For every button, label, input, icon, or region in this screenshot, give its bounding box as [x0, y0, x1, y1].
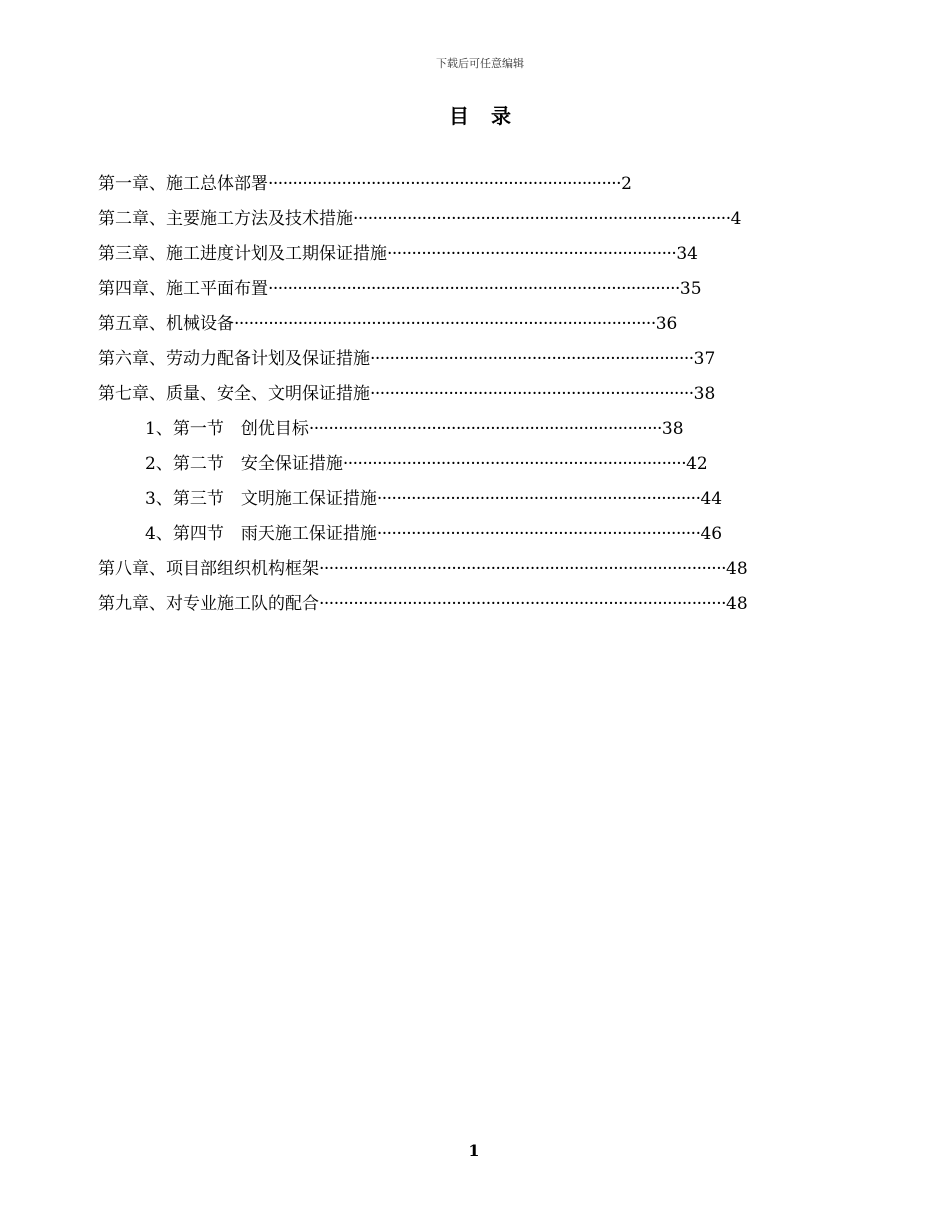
toc-subentry[interactable]	[98, 482, 858, 517]
toc-entry-text: 第七章、质量、安全、文明保证措施	[98, 384, 370, 404]
toc-entry-leader: ··································································	[376, 489, 701, 509]
toc-list	[98, 167, 858, 622]
toc-entry-text: 第五章、机械设备	[98, 314, 234, 334]
toc-entry-leader: ···················································································	[319, 559, 727, 579]
toc-entry-page: 38	[693, 384, 716, 404]
toc-entry-text: 4、第四节 雨天施工保证措施	[145, 524, 377, 544]
toc-entry-page: 46	[700, 524, 723, 544]
header-note: 下载后可任意编辑	[436, 57, 524, 70]
toc-entry-page: 34	[676, 244, 698, 264]
toc-entry-leader: ········································································	[268, 174, 622, 194]
toc-entry[interactable]	[98, 377, 858, 412]
toc-entry-page: 44	[700, 489, 723, 509]
toc-entry[interactable]	[98, 272, 858, 307]
toc-entry-text: 第六章、劳动力配备计划及保证措施	[98, 349, 370, 369]
toc-entry-page: 2	[621, 174, 632, 194]
page-number: 1	[468, 1141, 480, 1160]
toc-entry-leader: ··································································	[370, 384, 694, 404]
toc-title: 目录	[449, 104, 533, 128]
toc-subentry[interactable]	[98, 412, 858, 447]
toc-entry-leader: ···················································································	[319, 594, 727, 614]
toc-entry-text: 第九章、对专业施工队的配合	[98, 594, 319, 614]
toc-entry-page: 4	[730, 209, 742, 229]
toc-entry-leader: ······················································································	[234, 314, 656, 334]
toc-entry-leader: ····················································································	[268, 279, 680, 299]
toc-entry[interactable]	[98, 237, 858, 272]
toc-entry[interactable]	[98, 342, 858, 377]
toc-entry-leader: ···························································	[387, 244, 677, 264]
toc-entry-text: 第八章、项目部组织机构框架	[98, 559, 319, 579]
toc-entry-leader: ······································································	[342, 454, 687, 474]
toc-subentry[interactable]	[98, 517, 858, 552]
toc-entry[interactable]	[98, 587, 858, 622]
toc-entry[interactable]	[98, 552, 858, 587]
toc-entry[interactable]	[98, 202, 858, 237]
toc-entry-page: 37	[693, 349, 716, 369]
toc-entry-page: 38	[661, 419, 684, 439]
toc-entry-leader: ··································································	[376, 524, 701, 544]
toc-subentry[interactable]	[98, 447, 858, 482]
toc-entry-leader: ·············································································	[353, 209, 731, 229]
toc-entry-text: 第三章、施工进度计划及工期保证措施	[98, 244, 387, 264]
toc-entry-page: 42	[686, 454, 708, 474]
toc-entry-text: 3、第三节 文明施工保证措施	[145, 489, 377, 509]
toc-entry-page: 48	[726, 559, 748, 579]
toc-entry-text: 1、第一节 创优目标	[145, 419, 309, 439]
toc-entry-text: 第四章、施工平面布置	[98, 279, 268, 299]
toc-entry-text: 第一章、施工总体部署	[98, 174, 268, 194]
toc-entry-leader: ········································································	[308, 419, 662, 439]
toc-entry-text: 第二章、主要施工方法及技术措施	[98, 209, 353, 229]
toc-entry-text: 2、第二节 安全保证措施	[145, 454, 343, 474]
toc-entry[interactable]	[98, 167, 858, 202]
toc-entry-page: 48	[726, 594, 748, 614]
toc-entry-page: 35	[679, 279, 702, 299]
toc-entry-page: 36	[655, 314, 678, 334]
toc-entry[interactable]	[98, 307, 858, 342]
toc-entry-leader: ··································································	[370, 349, 694, 369]
